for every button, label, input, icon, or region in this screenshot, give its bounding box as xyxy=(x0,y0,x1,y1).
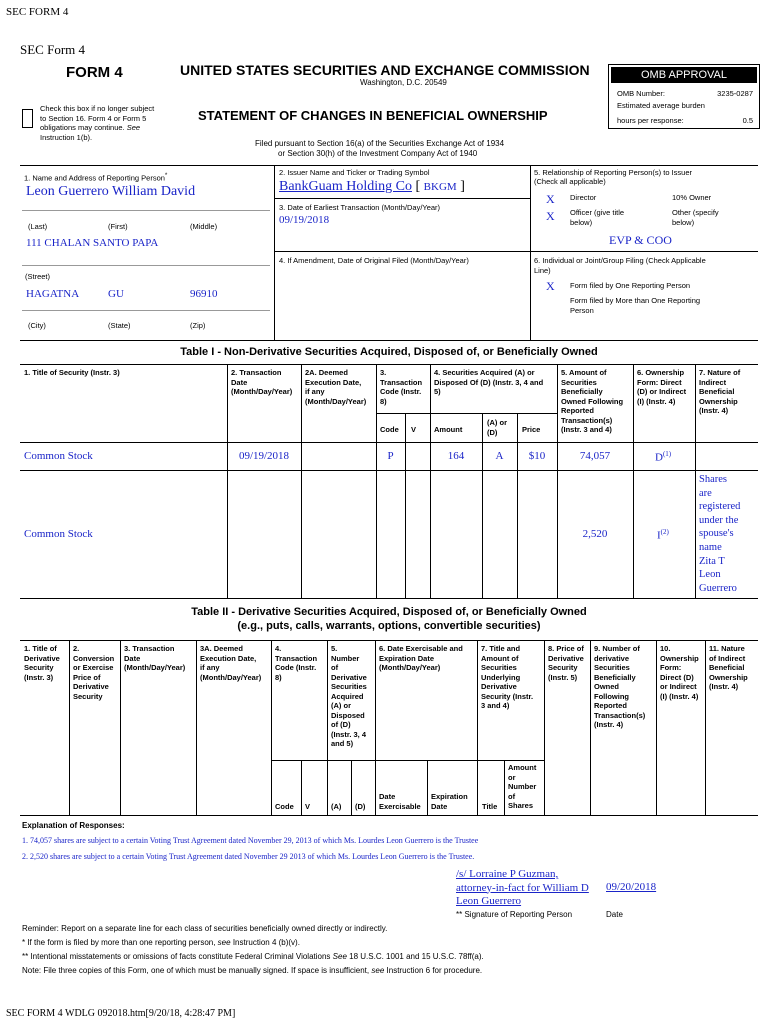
director-label: Director xyxy=(570,193,597,202)
t2-sub-amount-line: of xyxy=(508,791,516,801)
see-italic: see xyxy=(371,966,385,975)
other-label-line: below) xyxy=(672,217,695,227)
ticker-bracket-open: [ xyxy=(415,179,421,194)
explanation-label: Explanation of Responses: xyxy=(22,821,125,830)
box1-label xyxy=(24,171,167,183)
t2-c1-line: Derivative xyxy=(24,653,60,663)
t2-sub-amount xyxy=(508,763,536,811)
t2-c7-line: 7. Title and xyxy=(481,644,521,653)
t1-h5 xyxy=(561,368,623,435)
footnote-star2-text: ** Intentional misstatements or omissions of facts constitute Federal Criminal Violations xyxy=(22,952,331,961)
other-label xyxy=(672,208,719,227)
t2-sub-date-ex-line: Date xyxy=(379,792,396,801)
t1-h6 xyxy=(637,368,686,406)
row2-nature-line: are xyxy=(699,487,712,499)
officer-label xyxy=(570,208,624,227)
t1-h2 xyxy=(231,368,292,397)
row2-nature-line: spouse's xyxy=(699,528,734,540)
box1-star: * xyxy=(164,172,168,179)
row2-nature-line: Zita T xyxy=(699,555,725,567)
t1-sub-ad-line: (D) xyxy=(487,427,498,437)
city-value: HAGATNA xyxy=(26,288,80,300)
t1-h7-line: 7. Nature of xyxy=(699,368,741,377)
t2-c11-line: Ownership xyxy=(709,672,748,682)
footnote-star1-text: * If the form is filed by more than one reporting person, xyxy=(22,938,216,947)
t2-c7-line: Securities xyxy=(481,663,517,672)
row1-amount: 164 xyxy=(447,450,465,462)
t1-h3-line: 3. xyxy=(380,368,387,377)
signature-date: 09/20/2018 xyxy=(606,881,657,893)
t2-c9 xyxy=(594,644,645,730)
signature-date-label: Date xyxy=(606,910,623,919)
footnote-note-text: Instruction 6 for procedure. xyxy=(386,966,483,975)
t1-h3-line: Code (Instr. xyxy=(380,387,422,396)
officer-x[interactable]: X xyxy=(546,209,555,223)
row1-form xyxy=(655,450,671,464)
checkbox-text-line: obligations may continue. xyxy=(40,123,125,132)
see-italic: See xyxy=(332,952,347,961)
row2-nature-line: Guerrero xyxy=(699,582,737,594)
t1-h2-line: 2. Transaction xyxy=(231,368,282,377)
officer-title: EVP & COO xyxy=(609,233,672,247)
checkbox-text-line: Instruction 1(b). xyxy=(40,132,93,142)
table2-title-line: (e.g., puts, calls, warrants, options, convertible securities) xyxy=(237,620,541,632)
t2-c9-line: Securities xyxy=(594,663,630,672)
t1-h5-line: 5. Amount of xyxy=(561,368,607,377)
row2-nature-line: registered xyxy=(699,501,741,513)
t2-c3a-line: if any xyxy=(200,663,220,672)
t2-c6-line: (Month/Day/Year) xyxy=(379,663,441,672)
city-label: (City) xyxy=(28,321,46,330)
t2-c7-line: Amount of xyxy=(481,653,519,663)
t1-h7-line: Ownership xyxy=(699,396,738,406)
box2-label: 2. Issuer Name and Ticker or Trading Symbol xyxy=(279,168,430,177)
t2-sub-v: V xyxy=(305,802,311,811)
explanation-note-2: 2. 2,520 shares are subject to a certain Voting Trust Agreement dated November 29 2013 of which Ms. Lourdes Leon Guerrero is the Trustee. xyxy=(22,852,475,861)
t1-h2a-line: 2A. Deemed xyxy=(305,368,348,377)
t2-sub-a: (A) xyxy=(331,802,342,811)
row1-form-value: D xyxy=(655,451,663,464)
omb-hours-label: hours per response: xyxy=(617,116,684,125)
t2-c11-line: 11. Nature xyxy=(709,644,745,653)
ticker-bracket-close: ] xyxy=(460,179,465,194)
t1-sub-ad xyxy=(487,418,507,437)
t2-c3a xyxy=(200,644,261,682)
t1-sub-price: Price xyxy=(522,425,541,434)
page-footer: SEC FORM 4 WDLG 092018.htm[9/20/18, 4:28:47 PM] xyxy=(6,1008,236,1019)
earliest-transaction-date: 09/19/2018 xyxy=(279,214,330,226)
t2-c5-line: (A) or xyxy=(331,701,351,710)
t2-c8-line: 8. Price of xyxy=(548,644,584,653)
t2-c2-line: or Exercise xyxy=(73,663,114,672)
t2-c5 xyxy=(331,644,367,749)
t2-c11 xyxy=(709,644,748,692)
t2-c8-line: (Instr. 5) xyxy=(548,672,578,682)
t2-c7-line: Derivative xyxy=(481,682,517,691)
page-header: SEC FORM 4 xyxy=(6,6,69,18)
footnote-star1 xyxy=(22,938,300,948)
t2-c5-line: Derivative xyxy=(331,672,367,682)
t1-h2a xyxy=(305,368,366,406)
box5-label-1: 5. Relationship of Reporting Person(s) to Issuer xyxy=(534,168,692,177)
t2-c3a-line: (Month/Day/Year) xyxy=(200,672,262,682)
t1-h7-line: Beneficial xyxy=(699,387,735,396)
checkbox-text xyxy=(40,104,170,142)
t2-c2-line: Derivative xyxy=(73,682,109,691)
t1-h1: 1. Title of Security (Instr. 3) xyxy=(24,368,120,377)
t2-c2-line: Conversion xyxy=(73,653,115,663)
t1-h6-line: 6. Ownership xyxy=(637,368,685,377)
t1-h7 xyxy=(699,368,740,416)
checkbox-text-line: to Section 16. Form 4 or Form 5 xyxy=(40,113,147,123)
last-label: (Last) xyxy=(28,222,48,231)
statement-title: STATEMENT OF CHANGES IN BENEFICIAL OWNERSHIP xyxy=(198,108,548,123)
t2-sub-exp-line: Expiration xyxy=(431,792,468,801)
t2-c6-line: 6. Date Exercisable and xyxy=(379,644,463,653)
t2-c5-line: and 5) xyxy=(331,739,354,748)
t1-h4-line: 5) xyxy=(434,387,441,396)
table2-title xyxy=(20,605,758,633)
t2-c5-line: 5. xyxy=(331,644,338,653)
t2-sub-amount-line: Amount xyxy=(508,763,537,772)
issuer-line xyxy=(279,179,465,195)
t1-sub-amount: Amount xyxy=(434,425,463,434)
t2-c10-line: 10. xyxy=(660,644,671,653)
omb-number-value: 3235-0287 xyxy=(717,89,753,98)
no-longer-subject-checkbox[interactable] xyxy=(22,109,33,128)
t1-h3-line: 8) xyxy=(380,396,387,406)
t1-h6-line: (D) or Indirect xyxy=(637,387,687,396)
reminder-text: Reminder: Report on a separate line for each class of securities beneficially owned directly or indirectly. xyxy=(22,924,388,933)
t1-h4-line: Disposed Of (D) (Instr. 3, 4 and xyxy=(434,377,544,387)
t1-h2-line: Date xyxy=(231,377,248,387)
t2-c4-line: Transaction xyxy=(275,653,318,663)
omb-hours-value: 0.5 xyxy=(742,116,753,125)
row1-title: Common Stock xyxy=(24,450,93,462)
omb-approval-box xyxy=(608,64,760,129)
t2-c3-line: Date xyxy=(124,653,141,663)
t2-c7-line: Security (Instr. xyxy=(481,691,534,701)
t2-c3-line: 3. Transaction xyxy=(124,644,175,653)
t1-h7-line: (Instr. 4) xyxy=(699,406,729,415)
zip-value: 96910 xyxy=(190,288,218,300)
box6-label-1: 6. Individual or Joint/Group Filing (Check Applicable xyxy=(534,256,706,265)
t2-sub-title: Title xyxy=(482,802,498,811)
signature-line: Leon Guerrero xyxy=(456,895,522,907)
issuer-name[interactable]: BankGuam Holding Co xyxy=(279,179,412,194)
t2-c4-line: 4. xyxy=(275,644,282,653)
zip-label: (Zip) xyxy=(190,321,206,330)
t2-c5-line: Acquired xyxy=(331,691,364,701)
row2-form-value: I xyxy=(657,529,661,542)
t1-sub-ad-line: (A) or xyxy=(487,418,507,427)
t1-h5-line: Transaction(s) xyxy=(561,415,613,425)
t1-h5-line: Owned Following xyxy=(561,396,624,406)
director-x[interactable]: X xyxy=(546,192,555,206)
t2-c11-line: of Indirect xyxy=(709,653,746,663)
t2-sub-d: (D) xyxy=(355,802,366,811)
t2-c9-line: 9. Number of xyxy=(594,644,640,653)
t2-c5-line: Securities xyxy=(331,682,367,691)
t1-h2-line: (Month/Day/Year) xyxy=(231,387,293,396)
street-value: 111 CHALAN SANTO PAPA xyxy=(26,237,159,249)
filed-pursuant-2: or Section 30(h) of the Investment Company Act of 1940 xyxy=(278,149,478,158)
t2-c3a-line: 3A. Deemed xyxy=(200,644,243,653)
table1-title: Table I - Non-Derivative Securities Acquired, Disposed of, or Beneficially Owned xyxy=(180,346,598,358)
box3-label: 3. Date of Earliest Transaction (Month/Day/Year) xyxy=(279,203,441,212)
t1-sub-code: Code xyxy=(380,425,399,434)
t2-c8-line: Derivative xyxy=(548,653,584,663)
t2-c2-line: Price of xyxy=(73,672,101,682)
t2-c7 xyxy=(481,644,533,711)
box6-label-2: Line) xyxy=(534,266,551,275)
t2-c1-line: Security xyxy=(24,663,54,672)
t2-c10 xyxy=(660,644,699,701)
t2-c6-line: Expiration Date xyxy=(379,653,435,663)
t2-c10-line: Ownership xyxy=(660,653,699,663)
one-reporting-person-x[interactable]: X xyxy=(546,279,555,293)
t2-c10-line: Form: xyxy=(660,663,682,672)
t2-c2 xyxy=(73,644,114,701)
state-value: GU xyxy=(108,288,124,300)
footnote-note xyxy=(22,966,482,976)
t2-c5-line: of xyxy=(331,663,339,672)
t2-c5-line: Disposed xyxy=(331,710,365,720)
t1-h5-line: Securities xyxy=(561,377,597,387)
row2-form xyxy=(657,528,669,542)
t2-c8-line: Security xyxy=(548,663,578,672)
t2-c9-line: Reported xyxy=(594,701,627,710)
reporting-person-name: Leon Guerrero William David xyxy=(26,184,196,199)
t2-c2-line: 2. xyxy=(73,644,80,653)
t2-c9-line: derivative xyxy=(594,653,630,663)
footnote-note-text: Note: File three copies of this Form, one of which must be manually signed. If space is insufficient, xyxy=(22,966,370,975)
form-title-small: SEC Form 4 xyxy=(20,42,86,57)
omb-title: OMB APPROVAL xyxy=(611,67,757,83)
t2-c6 xyxy=(379,644,463,673)
t2-c7-line: 3 and 4) xyxy=(481,701,510,710)
commission-name: UNITED STATES SECURITIES AND EXCHANGE COMMISSION xyxy=(180,62,590,78)
t2-c4 xyxy=(275,644,317,682)
t2-c9-line: Owned xyxy=(594,682,620,691)
t2-sub-date-ex-line: Exercisable xyxy=(379,801,421,811)
t2-c1-line: (Instr. 3) xyxy=(24,672,54,682)
t2-c7-line: Underlying xyxy=(481,672,521,682)
row2-nature-line: Shares xyxy=(699,474,727,485)
t2-c11-line: (Instr. 4) xyxy=(709,682,739,691)
t2-c1-line: 1. Title of xyxy=(24,644,57,653)
t2-c3 xyxy=(124,644,185,673)
state-label: (State) xyxy=(108,321,131,330)
t2-c4-line: Code (Instr. xyxy=(275,663,317,672)
more-reporting-line: Form filed by More than One Reporting xyxy=(570,296,701,305)
row2-title: Common Stock xyxy=(24,528,93,540)
omb-number-label: OMB Number: xyxy=(617,89,665,98)
t2-c2-line: Security xyxy=(73,691,103,701)
t2-c4-line: 8) xyxy=(275,672,282,682)
t2-c11-line: Beneficial xyxy=(709,663,745,672)
t1-h5-line: (Instr. 3 and 4) xyxy=(561,425,612,434)
t2-c3a-line: Execution Date, xyxy=(200,653,257,663)
t2-c5-line: Number xyxy=(331,653,360,663)
officer-label-line: below) xyxy=(570,217,593,227)
footnote-star2-text: 18 U.S.C. 1001 and 15 U.S.C. 78ff(a). xyxy=(349,952,484,961)
t2-sub-amount-line: Shares xyxy=(508,801,534,810)
form-label: FORM 4 xyxy=(66,64,123,81)
t2-c9-line: Beneficially xyxy=(594,672,636,682)
t2-c5-line: (Instr. 3, 4 xyxy=(331,729,367,739)
t2-sub-exp-line: Date xyxy=(431,801,448,811)
t2-sub-amount-line: or xyxy=(508,772,516,782)
ticker-symbol: BKGM xyxy=(423,181,457,193)
t1-sub-v: V xyxy=(411,425,417,434)
commission-city: Washington, D.C. 20549 xyxy=(360,78,447,87)
signature-line: attorney-in-fact for William D xyxy=(456,881,589,894)
t2-sub-date-exercisable xyxy=(379,792,421,811)
t1-h2a-line: Execution Date, xyxy=(305,377,362,387)
omb-burden-label: Estimated average burden xyxy=(617,101,705,110)
t1-h5-line: Beneficially xyxy=(561,387,603,396)
footnote-star2 xyxy=(22,952,484,962)
box1-label-text: 1. Name and Address of Reporting Person xyxy=(24,173,165,183)
signature-label: ** Signature of Reporting Person xyxy=(456,910,573,919)
t2-c5-line: of (D) xyxy=(331,720,351,729)
more-reporting-line: Person xyxy=(570,305,594,315)
t1-h3-line: Transaction xyxy=(380,377,423,387)
row1-price: $10 xyxy=(528,450,546,462)
ten-percent-owner-label: 10% Owner xyxy=(672,193,712,202)
t1-h6-line: Form: Direct xyxy=(637,377,682,387)
row2-nature-line: Leon xyxy=(699,569,721,581)
more-reporting-persons-label xyxy=(570,296,700,315)
street-label: (Street) xyxy=(25,272,51,281)
table2-title-line: Table II - Derivative Securities Acquired, Disposed of, or Beneficially Owned xyxy=(191,606,587,618)
footnote-star1-text: Instruction 4 (b)(v). xyxy=(232,938,300,947)
row2-nature xyxy=(699,473,740,595)
row1-form-note: (1) xyxy=(662,450,672,458)
officer-label-line: Officer (give title xyxy=(570,208,625,217)
row1-owned: 74,057 xyxy=(579,450,611,462)
t1-h4 xyxy=(434,368,543,397)
see-italic: see xyxy=(217,938,231,947)
t2-c3-line: (Month/Day/Year) xyxy=(124,663,186,672)
t2-c9-line: Following xyxy=(594,691,629,701)
t1-h4-line: 4. Securities Acquired (A) or xyxy=(434,368,535,377)
row2-owned: 2,520 xyxy=(582,528,608,540)
row2-nature-line: under the xyxy=(699,514,739,526)
t2-c1 xyxy=(24,644,60,682)
t2-c9-line: (Instr. 4) xyxy=(594,720,624,729)
t2-c9-line: Transaction(s) xyxy=(594,710,646,720)
t1-h2a-line: (Month/Day/Year) xyxy=(305,396,367,406)
first-label: (First) xyxy=(108,222,128,231)
row2-form-note: (2) xyxy=(660,528,669,536)
t2-c10-line: Direct (D) xyxy=(660,672,694,682)
row1-ad: A xyxy=(495,450,504,462)
signature-line: /s/ Lorraine P Guzman, xyxy=(456,868,559,880)
t2-sub-code: Code xyxy=(275,802,294,811)
t2-sub-expiration xyxy=(431,792,468,811)
t2-c10-line: (I) (Instr. 4) xyxy=(660,691,699,701)
t1-h7-line: Indirect xyxy=(699,377,727,387)
filed-pursuant-1: Filed pursuant to Section 16(a) of the Securities Exchange Act of 1934 xyxy=(255,139,505,148)
box4-label: 4. If Amendment, Date of Original Filed (Month/Day/Year) xyxy=(279,256,469,265)
t2-c10-line: or Indirect xyxy=(660,682,697,691)
middle-label: (Middle) xyxy=(190,222,218,231)
t2-sub-amount-line: Number xyxy=(508,782,537,791)
explanation-note-1: 1. 74,057 shares are subject to a certain Voting Trust Agreement dated November 29, 2013 of which Ms. Lourdes Leon Guerrero is the Trustee xyxy=(22,836,479,845)
row1-date: 09/19/2018 xyxy=(238,450,290,462)
t1-h2a-line: if any xyxy=(305,387,325,396)
box5-label-2: (Check all applicable) xyxy=(534,177,606,186)
checkbox-text-line: Check this box if no longer subject xyxy=(40,104,155,113)
other-label-line: Other (specify xyxy=(672,208,719,217)
one-reporting-person-label: Form filed by One Reporting Person xyxy=(570,281,691,290)
t1-h3 xyxy=(380,368,422,406)
signature-block xyxy=(456,868,589,909)
row1-code: P xyxy=(387,450,394,462)
row2-nature-line: name xyxy=(699,541,722,553)
t1-h6-line: (I) (Instr. 4) xyxy=(637,396,676,406)
see-italic: See xyxy=(126,123,141,132)
t1-h5-line: Reported xyxy=(561,406,594,415)
t2-c8 xyxy=(548,644,584,682)
